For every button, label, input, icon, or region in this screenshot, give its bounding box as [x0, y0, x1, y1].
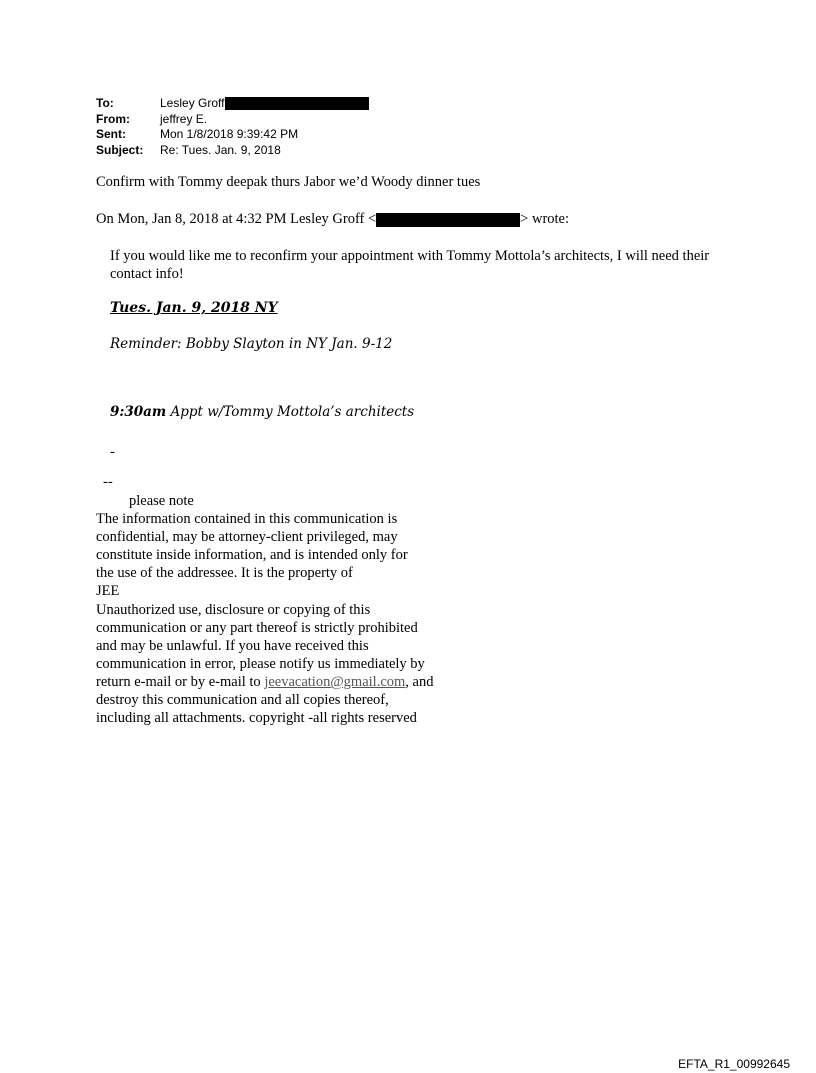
header-to-row [96, 96, 369, 112]
disclaimer-line: JEE [96, 583, 120, 600]
signature-note: please note [129, 493, 194, 509]
header-sent-row [96, 127, 369, 143]
disclaimer-text: return e-mail or by e-mail to [96, 673, 265, 690]
redaction-bar [225, 97, 369, 110]
disclaimer-line: Unauthorized use, disclosure or copying of this [96, 601, 371, 618]
disclaimer-line: communication in error, please notify us immediately by [96, 655, 425, 672]
document-id: EFTA_R1_00992645 [678, 1057, 790, 1071]
header-subject-row [96, 143, 369, 159]
to-value: Lesley Groff [160, 96, 225, 110]
reply-text: Confirm with Tommy deepak thurs Jabor we’d Woody dinner tues [96, 174, 481, 190]
redaction-bar [376, 213, 520, 227]
disclaimer-line: and may be unlawful. If you have received this [96, 637, 369, 654]
attribution-prefix: On Mon, Jan 8, 2018 at 4:32 PM Lesley Groff < [96, 211, 377, 227]
disclaimer-line: the use of the addressee. It is the property of [96, 565, 353, 582]
sent-label: Sent: [96, 127, 126, 141]
disclaimer-line: including all attachments. copyright -all rights reserved [96, 710, 417, 727]
disclaimer-line: The information contained in this communication is [96, 511, 398, 528]
disclaimer-line: communication or any part thereof is strictly prohibited [96, 619, 418, 636]
quote-attribution [96, 211, 569, 228]
appointment-time: 9:30am [110, 404, 167, 420]
to-label: To: [96, 96, 114, 110]
subject-label: Subject: [96, 142, 144, 157]
email-header [96, 96, 369, 158]
quoted-heading: Tues. Jan. 9, 2018 NY [110, 300, 278, 316]
quoted-reminder: Reminder: Bobby Slayton in NY Jan. 9-12 [110, 336, 393, 352]
disclaimer-text: , and [405, 673, 434, 690]
attribution-suffix: > wrote: [520, 211, 570, 227]
disclaimer-line [96, 673, 433, 691]
quoted-dash: - [110, 444, 115, 460]
disclaimer-line: destroy this communication and all copies thereof, [96, 692, 389, 709]
header-from-row [96, 112, 369, 128]
signature-separator: -- [103, 474, 113, 490]
subject-value: Re: Tues. Jan. 9, 2018 [160, 142, 281, 157]
quoted-appointment [110, 404, 414, 420]
quoted-paragraph: If you would like me to reconfirm your appointment with Tommy Mottola’s architects, I will need their contact info! [110, 248, 710, 282]
from-value: jeffrey E. [160, 111, 208, 126]
appointment-text: Appt w/Tommy Mottola’s architects [166, 404, 415, 420]
quoted-message [110, 247, 710, 283]
disclaimer-line: constitute inside information, and is intended only for [96, 547, 408, 564]
disclaimer-line: confidential, may be attorney-client privileged, may [96, 529, 398, 546]
signature-disclaimer [96, 492, 433, 727]
email-link[interactable]: jeevacation@gmail.com [264, 673, 406, 690]
sent-value: Mon 1/8/2018 9:39:42 PM [160, 127, 299, 141]
from-label: From: [96, 111, 130, 126]
